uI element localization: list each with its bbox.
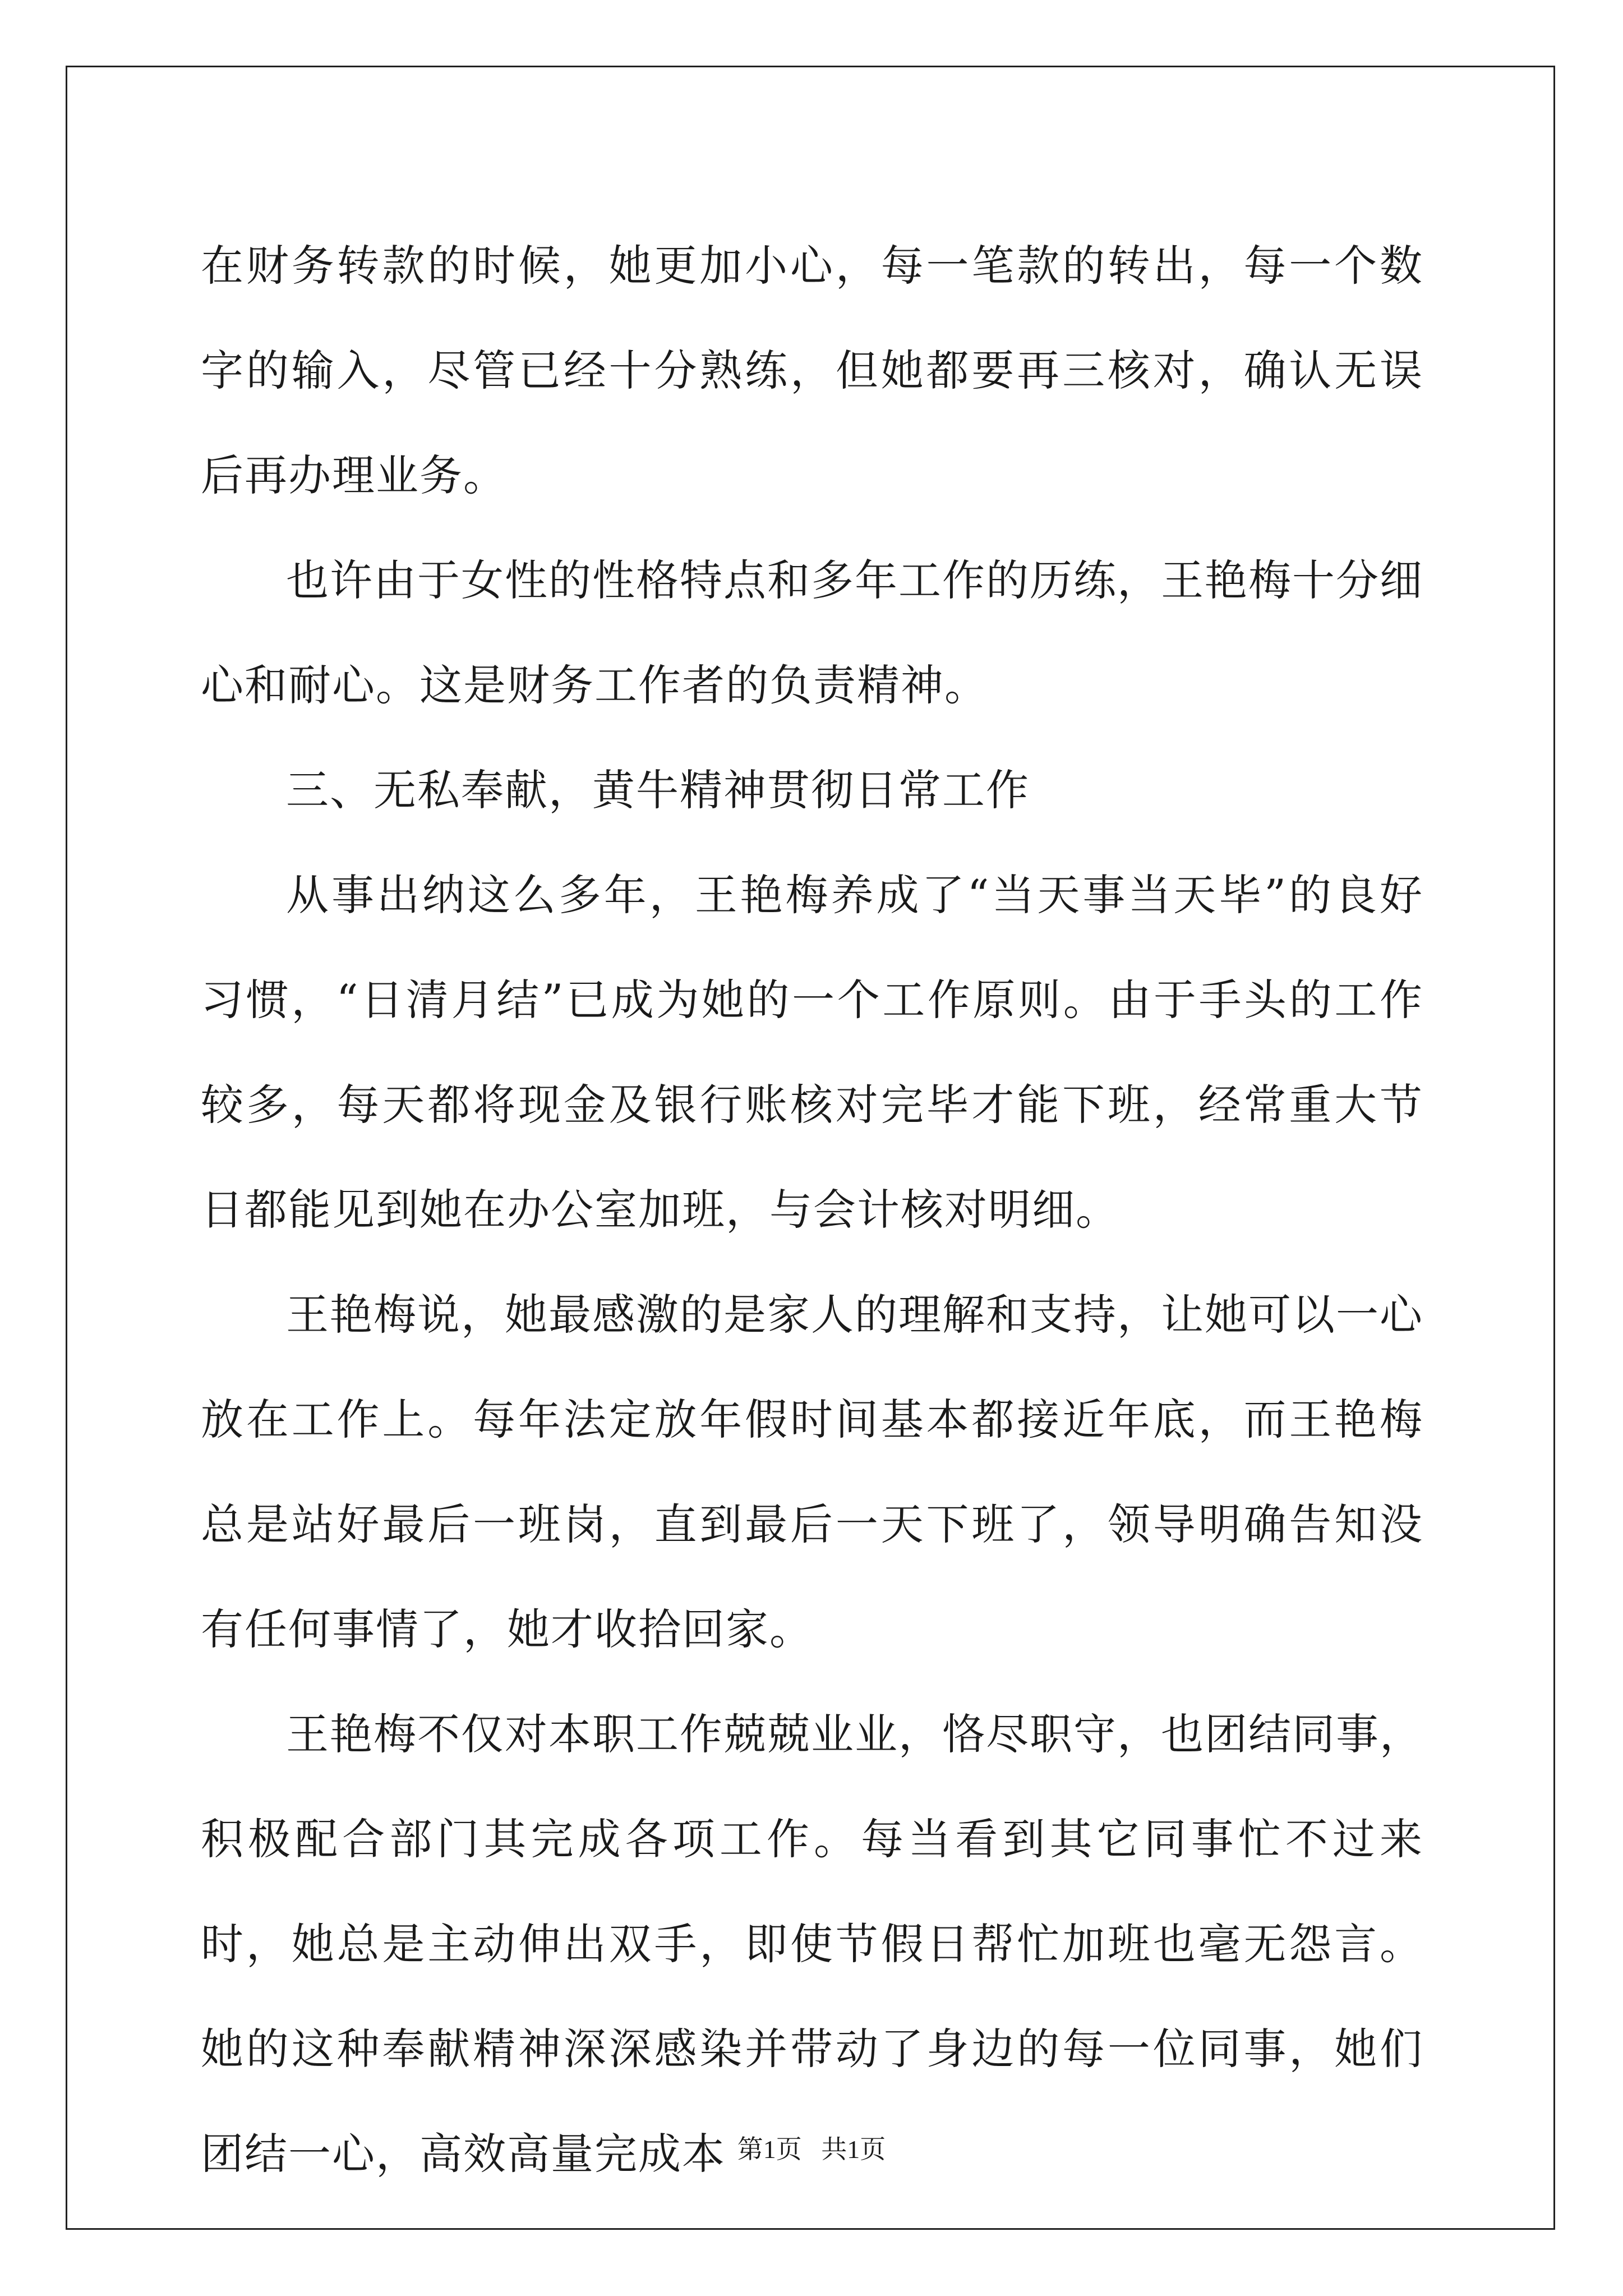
paragraph-2: 也许由于女性的性格特点和多年工作的历练，王艳梅十分细心和耐心。这是财务工作者的负责精神。 (201, 555, 1423, 710)
page-footer (0, 2129, 1623, 2166)
document-body (201, 213, 1423, 2206)
paragraph-5: 王艳梅说，她最感激的是家人的理解和支持，让她可以一心放在工作上。每年法定放年假时间基本都接近年底，而王艳梅总是站好最后一班岗，直到最后一天下班了，领导明确告知没有任何事情了，她才收拾回家。 (201, 1290, 1423, 1654)
paragraph-4: 从事出纳这么多年，王艳梅养成了“当天事当天毕”的良好习惯，“日清月结”已成为她的一个工作原则。由于手头的工作较多，每天都将现金及银行账核对完毕才能下班，经常重大节日都能见到她在办公室加班，与会计核对明细。 (201, 870, 1423, 1235)
section-heading: 三、无私奉献，黄牛精神贯彻日常工作 (286, 765, 1030, 815)
paragraph-6: 王艳梅不仅对本职工作兢兢业业，恪尽职守，也团结同事，积极配合部门其完成各项工作。每当看到其它同事忙不过来时，她总是主动伸出双手，即使节假日帮忙加班也毫无怨言。她的这种奉献精神深深感染并带动了身边的每一位同事，她们团结一心，高效高量完成本 (201, 1709, 1423, 2179)
paragraph-1: 在财务转款的时候，她更加小心，每一笔款的转出，每一个数字的输入，尽管已经十分熟练，但她都要再三核对，确认无误后再办理业务。 (201, 241, 1423, 500)
page-number: 第1页 (737, 2135, 802, 2164)
page-total: 共1页 (821, 2135, 886, 2164)
